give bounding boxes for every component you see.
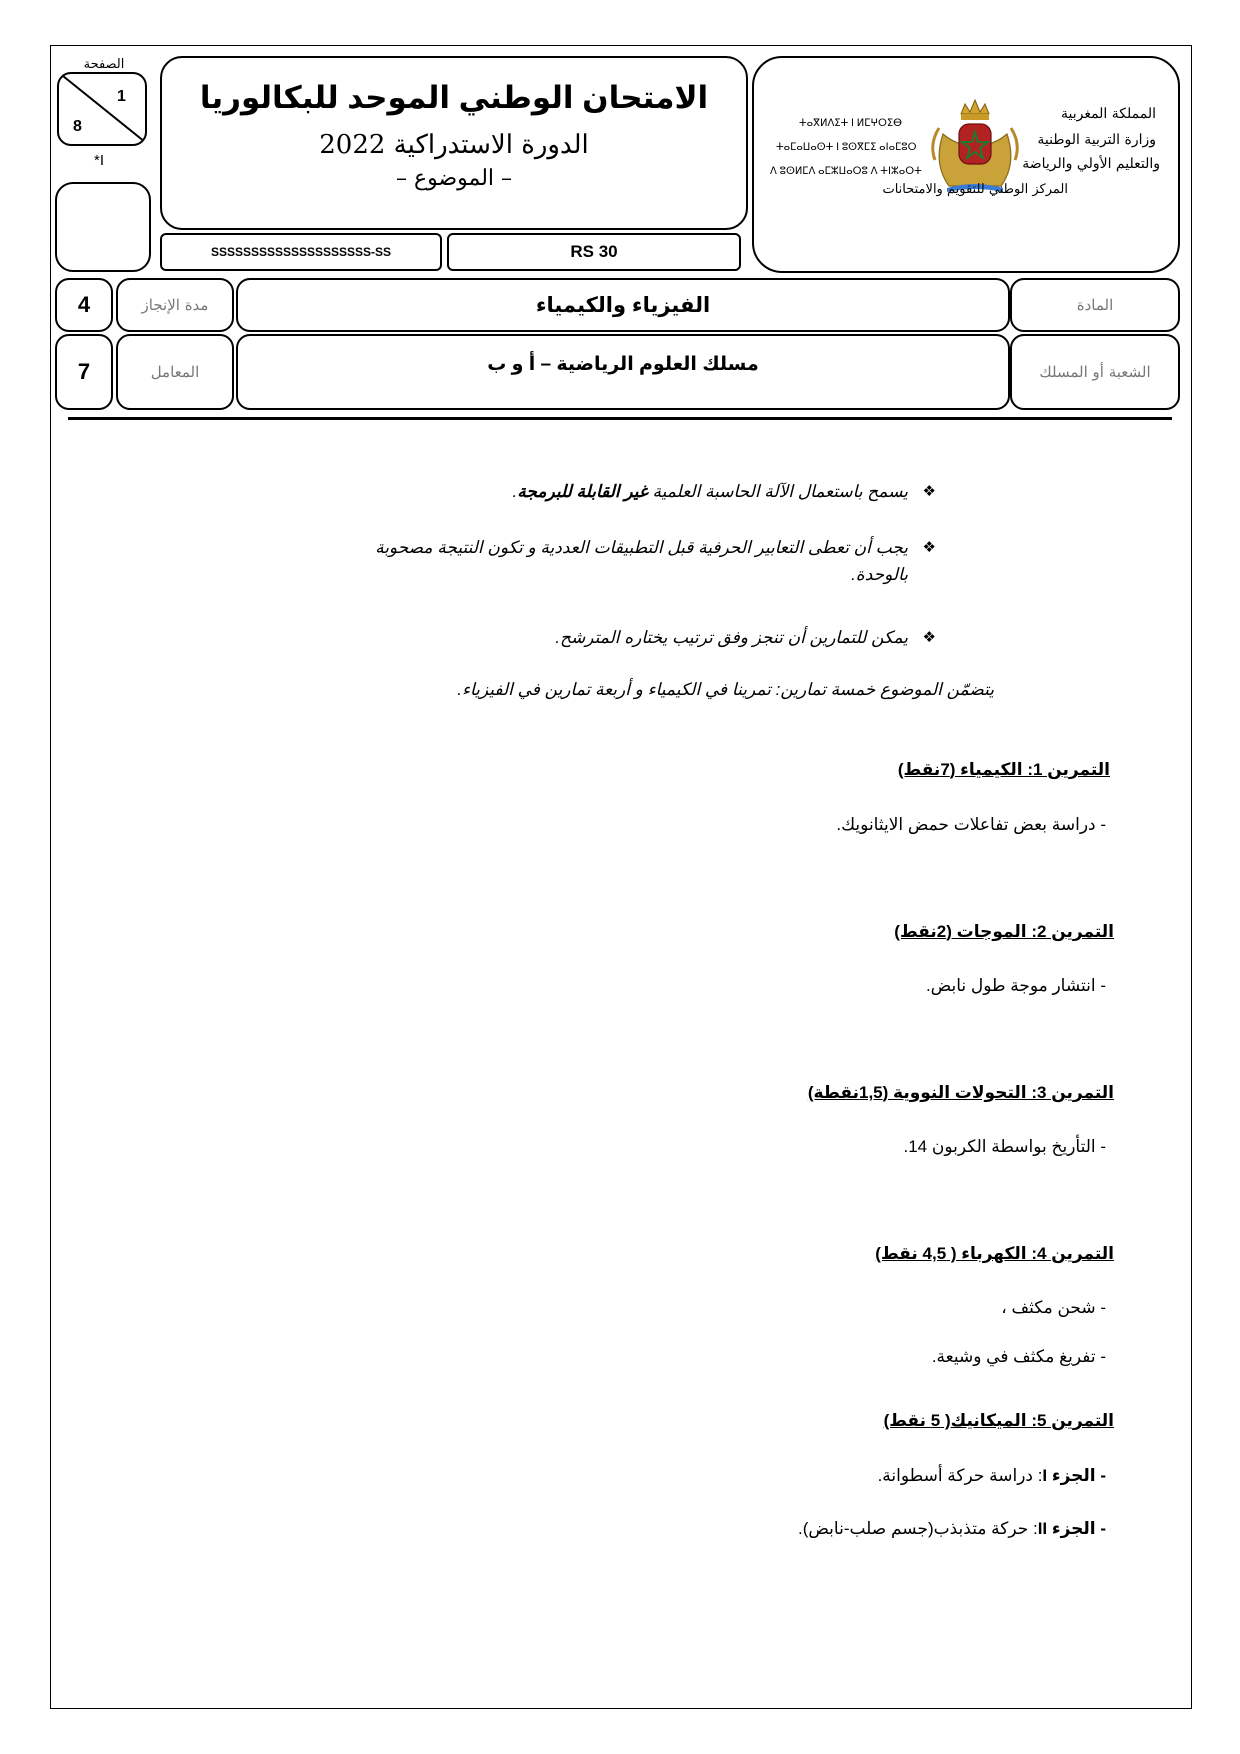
track-field-label bbox=[1010, 334, 1180, 410]
ministry-line-1: وزارة التربية الوطنية bbox=[1037, 132, 1156, 148]
exam-title: الامتحان الوطني الموحد للبكالوريا bbox=[199, 80, 709, 115]
instruction-calculator-b: غير القابلة للبرمجة bbox=[517, 482, 648, 501]
exercise-4-item-1: - شحن مكثف ، bbox=[1001, 1298, 1106, 1317]
coefficient-label-text: المعامل bbox=[150, 363, 200, 381]
instruction-expressions bbox=[248, 534, 936, 588]
coefficient-value bbox=[55, 334, 113, 410]
exam-session: الدورة الاستدراكية 2022 bbox=[319, 130, 589, 160]
exercise-5-part-1-text: : دراسة حركة أسطوانة. bbox=[877, 1466, 1043, 1485]
instruction-order bbox=[555, 624, 936, 651]
exercise-2-title: التمرين 2: الموجات (2نقط) bbox=[894, 922, 1114, 941]
subject-name bbox=[236, 278, 1010, 332]
exercise-5-part-2 bbox=[798, 1519, 1106, 1539]
duration-value bbox=[55, 278, 113, 332]
page-divider-line bbox=[57, 72, 147, 146]
exercise-1-item: - دراسة بعض تفاعلات حمض الايثانويك. bbox=[836, 815, 1106, 834]
kingdom-name: المملكة المغربية bbox=[1060, 106, 1156, 122]
exercise-4-item-2: - تفريغ مكثف في وشيعة. bbox=[931, 1347, 1106, 1366]
bullet-icon: ❖ bbox=[922, 483, 936, 500]
ministry-line-2: والتعليم الأولي والرياضة bbox=[1022, 156, 1160, 172]
exercise-5-title: التمرين 5: الميكانيك( 5 نقط) bbox=[883, 1411, 1114, 1430]
instruction-expressions-line2: بالوحدة. bbox=[851, 565, 908, 584]
tifinagh-3: ⴷ ⵓⵙⵍⵎⴷ ⴰⵎⵣⵡⴰⵔⵓ ⴷ ⵜⵏⵣⴰⵔⵜ bbox=[770, 166, 922, 177]
instruction-calculator-c: . bbox=[512, 482, 518, 501]
subject-name-text: الفيزياء والكيمياء bbox=[535, 293, 711, 317]
page-mark: *I bbox=[94, 152, 105, 169]
evaluation-center: المركز الوطني للتقويم والامتحانات bbox=[882, 182, 1068, 197]
exercise-3-title: التمرين 3: التحولات النووية (1,5نقطة) bbox=[807, 1083, 1114, 1102]
instruction-expressions-line1: يجب أن تعطى التعابير الحرفية قبل التطبيقات العددية و تكون النتيجة مصحوبة bbox=[375, 538, 908, 557]
exam-code-left bbox=[160, 233, 442, 271]
instruction-order-text: يمكن للتمارين أن تنجز وفق ترتيب يختاره المترشح. bbox=[555, 628, 908, 647]
exercise-5-part-2-text: : حركة متذبذب(جسم صلب-نابض). bbox=[797, 1519, 1038, 1538]
exam-title-box bbox=[160, 56, 748, 230]
ministry-box bbox=[752, 56, 1180, 273]
exam-code-left-text: SSSSSSSSSSSSSSSSSSSS-SS bbox=[210, 245, 392, 259]
page-total: 8 bbox=[73, 118, 82, 135]
subject-field-label bbox=[1010, 278, 1180, 332]
duration-label-text: مدة الإنجاز bbox=[141, 296, 209, 314]
track-name-text: مسلك العلوم الرياضية – أ و ب bbox=[487, 353, 759, 375]
exercise-1-title: التمرين 1: الكيمياء (7نقط) bbox=[897, 760, 1110, 779]
tifinagh-2: ⵜⴰⵎⴰⵡⴰⵙⵜ ⵏ ⵓⵙⴳⵎⵉ ⴰⵏⴰⵎⵓⵔ bbox=[776, 142, 917, 153]
duration-value-text: 4 bbox=[77, 292, 91, 317]
exercise-3-item: - التأريخ بواسطة الكربون 14. bbox=[903, 1137, 1106, 1156]
instruction-calculator-a: يسمح باستعمال الآلة الحاسبة العلمية bbox=[647, 482, 908, 501]
duration-label bbox=[116, 278, 234, 332]
track-name bbox=[236, 334, 1010, 410]
exercise-5-part-1-label: - الجزء I bbox=[1042, 1466, 1106, 1485]
candidate-box bbox=[55, 182, 151, 272]
tifinagh-1: ⵜⴰⴳⵍⴷⵉⵜ ⵏ ⵍⵎⵖⵔⵉⴱ bbox=[799, 118, 903, 129]
exam-code-right bbox=[447, 233, 741, 271]
header-separator bbox=[68, 417, 1172, 420]
page-current: 1 bbox=[117, 88, 126, 105]
subject-field-label-text: المادة bbox=[1076, 296, 1114, 314]
exercise-2-item: - انتشار موجة طول نابض. bbox=[925, 976, 1106, 995]
bullet-icon: ❖ bbox=[922, 539, 936, 556]
coefficient-value-text: 7 bbox=[77, 359, 91, 384]
exam-code-right-text: RS 30 bbox=[570, 242, 618, 261]
track-field-label-text: الشعبة أو المسلك bbox=[1039, 363, 1151, 381]
exercise-4-title: التمرين 4: الكهرباء ( 4,5 نقط) bbox=[875, 1244, 1114, 1263]
exercise-5-part-2-label: - الجزء II bbox=[1037, 1519, 1106, 1538]
subject-label: – الموضوع – bbox=[395, 166, 513, 191]
coefficient-label bbox=[116, 334, 234, 410]
instruction-calculator bbox=[512, 478, 936, 505]
exercise-5-part-1 bbox=[878, 1466, 1106, 1486]
coat-of-arms-icon bbox=[929, 94, 1021, 194]
page-label: الصفحة bbox=[83, 56, 125, 71]
subject-summary: يتضمّن الموضوع خمسة تمارين: تمرينا في الكيمياء و أربعة تمارين في الفيزياء. bbox=[457, 680, 994, 699]
bullet-icon: ❖ bbox=[922, 629, 936, 646]
page-number-box bbox=[57, 72, 147, 146]
